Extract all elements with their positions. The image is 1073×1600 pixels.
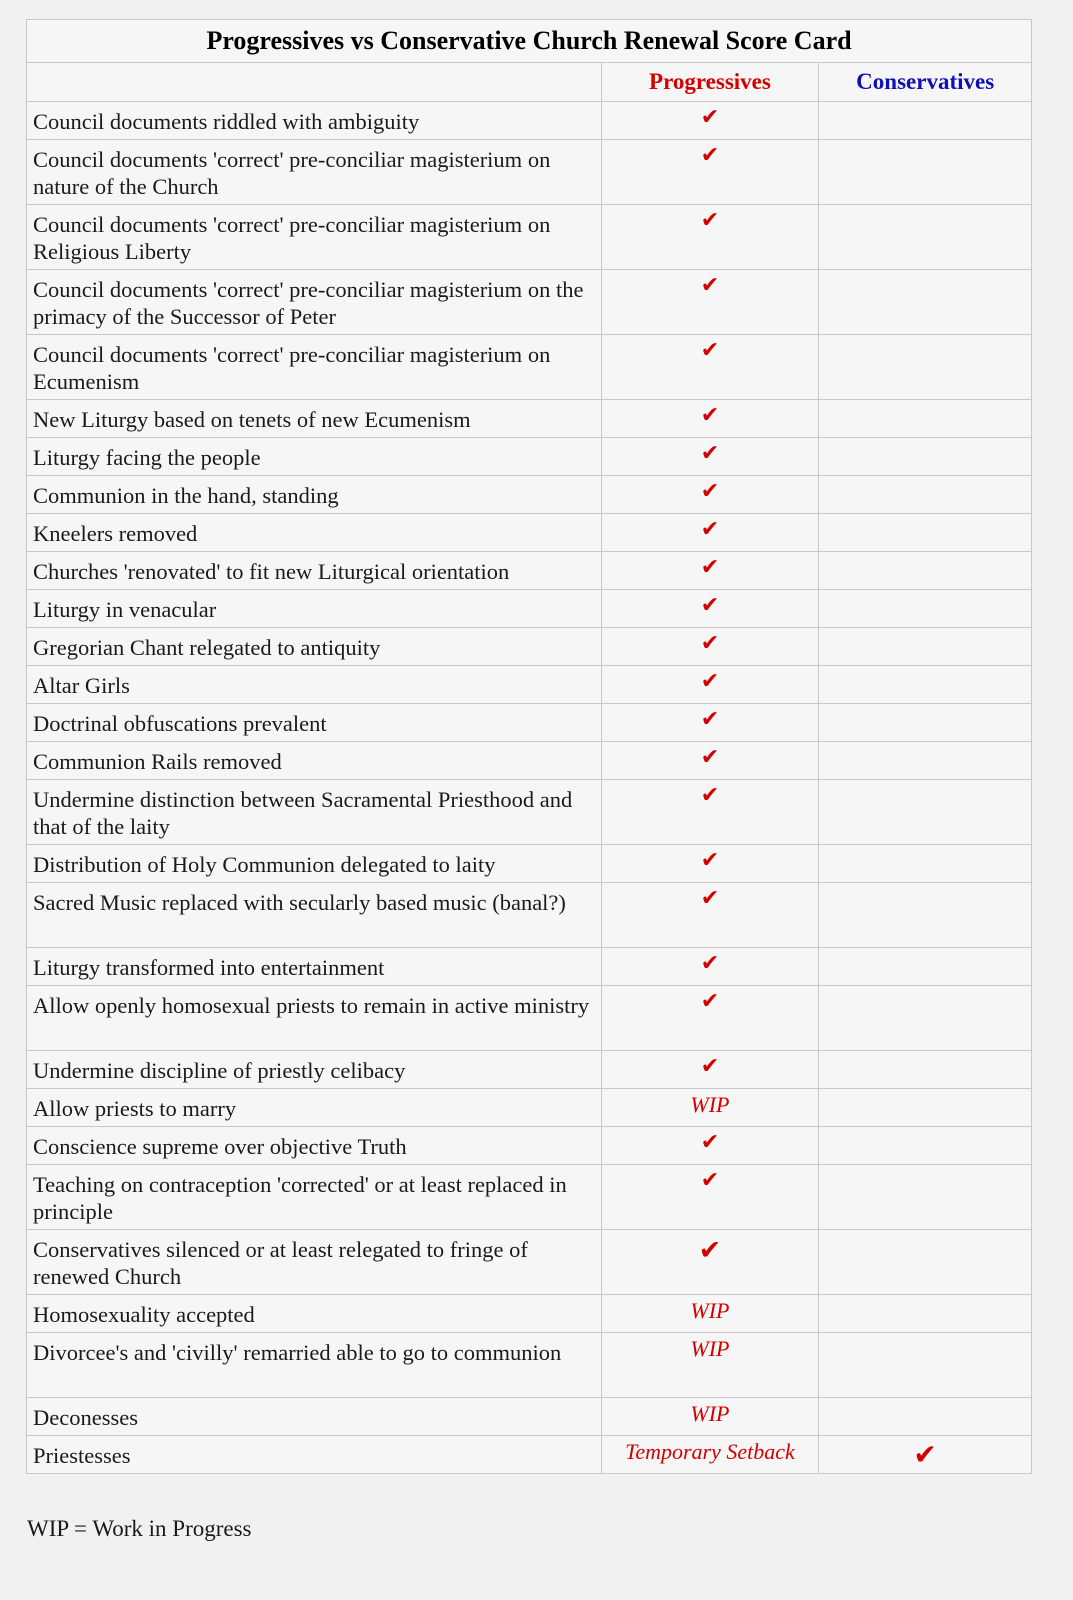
check-icon: ✔ <box>700 555 720 580</box>
row-item-label: Altar Girls <box>27 666 602 704</box>
row-item-label: Liturgy in venacular <box>27 590 602 628</box>
row-progressives-cell <box>601 140 819 205</box>
score-card-table <box>26 19 1032 1474</box>
row-progressives-cell <box>601 1230 819 1295</box>
row-conservatives-cell <box>819 514 1032 552</box>
check-icon: ✔ <box>700 951 720 976</box>
title-row <box>27 20 1032 63</box>
check-icon: ✔ <box>700 1168 720 1193</box>
header-row <box>27 63 1032 102</box>
wip-label: WIP <box>690 1401 730 1426</box>
row-conservatives-cell <box>819 102 1032 140</box>
check-icon: ✔ <box>700 783 720 808</box>
table-row <box>27 666 1032 704</box>
check-icon: ✔ <box>700 273 720 298</box>
row-item-label: Allow priests to marry <box>27 1089 602 1127</box>
row-progressives-cell <box>601 948 819 986</box>
row-conservatives-cell <box>819 335 1032 400</box>
row-conservatives-cell <box>819 552 1032 590</box>
table-row <box>27 1127 1032 1165</box>
row-item-label: Kneelers removed <box>27 514 602 552</box>
check-icon: ✔ <box>700 1054 720 1079</box>
table-row <box>27 845 1032 883</box>
table-row <box>27 948 1032 986</box>
row-conservatives-cell <box>819 270 1032 335</box>
check-icon: ✔ <box>700 593 720 618</box>
table-row <box>27 780 1032 845</box>
row-conservatives-cell <box>819 438 1032 476</box>
table-row <box>27 102 1032 140</box>
table-row <box>27 1051 1032 1089</box>
wip-label: WIP <box>690 1298 730 1323</box>
row-conservatives-cell <box>819 1051 1032 1089</box>
row-item-label: Conservatives silenced or at least relegated to fringe of renewed Church <box>27 1230 602 1295</box>
row-conservatives-cell <box>819 742 1032 780</box>
row-progressives-cell <box>601 666 819 704</box>
check-icon: ✔ <box>700 105 720 130</box>
row-item-label: Undermine distinction between Sacramental Priesthood and that of the laity <box>27 780 602 845</box>
table-row <box>27 205 1032 270</box>
row-conservatives-cell <box>819 1436 1032 1474</box>
check-icon: ✔ <box>700 669 720 694</box>
row-conservatives-cell <box>819 780 1032 845</box>
row-progressives-cell <box>601 986 819 1051</box>
row-progressives-cell <box>601 628 819 666</box>
check-icon: ✔ <box>700 848 720 873</box>
check-icon: ✔ <box>700 208 720 233</box>
row-conservatives-cell <box>819 1127 1032 1165</box>
row-progressives-cell <box>601 476 819 514</box>
check-icon: ✔ <box>700 989 720 1014</box>
row-progressives-cell <box>601 590 819 628</box>
row-conservatives-cell <box>819 1398 1032 1436</box>
row-progressives-cell <box>601 1127 819 1165</box>
table-row <box>27 1089 1032 1127</box>
check-icon: ✔ <box>698 1235 722 1266</box>
header-conservatives: Conservatives <box>819 63 1032 102</box>
table-row <box>27 514 1032 552</box>
row-item-label: Council documents 'correct' pre-conciliar magisterium on Ecumenism <box>27 335 602 400</box>
check-icon: ✔ <box>700 441 720 466</box>
setback-label: Temporary Setback <box>625 1439 795 1464</box>
table-row <box>27 552 1032 590</box>
check-icon: ✔ <box>700 517 720 542</box>
row-progressives-cell <box>601 845 819 883</box>
row-progressives-cell <box>601 335 819 400</box>
row-progressives-cell <box>601 883 819 948</box>
row-item-label: Deconesses <box>27 1398 602 1436</box>
row-item-label: Distribution of Holy Communion delegated to laity <box>27 845 602 883</box>
row-conservatives-cell <box>819 986 1032 1051</box>
table-row <box>27 883 1032 948</box>
table-row <box>27 1295 1032 1333</box>
row-progressives-cell <box>601 1165 819 1230</box>
row-conservatives-cell <box>819 140 1032 205</box>
table-row <box>27 438 1032 476</box>
row-item-label: Divorcee's and 'civilly' remarried able to go to communion <box>27 1333 602 1398</box>
row-item-label: Liturgy transformed into entertainment <box>27 948 602 986</box>
table-row <box>27 1436 1032 1474</box>
row-item-label: Sacred Music replaced with secularly based music (banal?) <box>27 883 602 948</box>
row-progressives-cell <box>601 1295 819 1333</box>
row-progressives-cell <box>601 742 819 780</box>
wip-label: WIP <box>690 1336 730 1361</box>
row-item-label: Communion Rails removed <box>27 742 602 780</box>
check-icon: ✔ <box>700 143 720 168</box>
table-row <box>27 704 1032 742</box>
row-conservatives-cell <box>819 704 1032 742</box>
check-icon: ✔ <box>700 886 720 911</box>
row-progressives-cell <box>601 780 819 845</box>
check-icon: ✔ <box>700 479 720 504</box>
table-row <box>27 1333 1032 1398</box>
row-item-label: Undermine discipline of priestly celibacy <box>27 1051 602 1089</box>
row-conservatives-cell <box>819 845 1032 883</box>
row-progressives-cell <box>601 1436 819 1474</box>
table-row <box>27 1165 1032 1230</box>
check-icon: ✔ <box>700 338 720 363</box>
table-row <box>27 986 1032 1051</box>
footnote: WIP = Work in Progress <box>27 1516 252 1541</box>
row-item-label: Homosexuality accepted <box>27 1295 602 1333</box>
row-item-label: Allow openly homosexual priests to remain in active ministry <box>27 986 602 1051</box>
table-row <box>27 1230 1032 1295</box>
check-icon: ✔ <box>700 403 720 428</box>
row-progressives-cell <box>601 438 819 476</box>
row-progressives-cell <box>601 1089 819 1127</box>
row-progressives-cell <box>601 1398 819 1436</box>
check-icon: ✔ <box>913 1438 937 1471</box>
check-icon: ✔ <box>700 631 720 656</box>
table-row <box>27 270 1032 335</box>
row-conservatives-cell <box>819 590 1032 628</box>
header-item-column <box>27 63 602 102</box>
row-progressives-cell <box>601 270 819 335</box>
row-item-label: Council documents 'correct' pre-conciliar magisterium on the primacy of the Successor of Peter <box>27 270 602 335</box>
table-row <box>27 476 1032 514</box>
row-item-label: Liturgy facing the people <box>27 438 602 476</box>
row-conservatives-cell <box>819 1333 1032 1398</box>
row-item-label: Communion in the hand, standing <box>27 476 602 514</box>
row-conservatives-cell <box>819 666 1032 704</box>
row-conservatives-cell <box>819 400 1032 438</box>
row-conservatives-cell <box>819 948 1032 986</box>
row-progressives-cell <box>601 552 819 590</box>
score-card-body <box>27 20 1032 1474</box>
row-conservatives-cell <box>819 1295 1032 1333</box>
row-progressives-cell <box>601 205 819 270</box>
row-progressives-cell <box>601 704 819 742</box>
table-row <box>27 400 1032 438</box>
table-row <box>27 1398 1032 1436</box>
row-conservatives-cell <box>819 476 1032 514</box>
row-conservatives-cell <box>819 205 1032 270</box>
table-row <box>27 590 1032 628</box>
header-progressives: Progressives <box>601 63 819 102</box>
row-conservatives-cell <box>819 1230 1032 1295</box>
table-row <box>27 742 1032 780</box>
row-item-label: Doctrinal obfuscations prevalent <box>27 704 602 742</box>
wip-label: WIP <box>690 1092 730 1117</box>
row-item-label: Churches 'renovated' to fit new Liturgical orientation <box>27 552 602 590</box>
row-item-label: Council documents riddled with ambiguity <box>27 102 602 140</box>
table-row <box>27 335 1032 400</box>
row-item-label: Council documents 'correct' pre-conciliar magisterium on nature of the Church <box>27 140 602 205</box>
row-item-label: Priestesses <box>27 1436 602 1474</box>
row-item-label: Conscience supreme over objective Truth <box>27 1127 602 1165</box>
row-conservatives-cell <box>819 1165 1032 1230</box>
row-item-label: Teaching on contraception 'corrected' or at least replaced in principle <box>27 1165 602 1230</box>
row-progressives-cell <box>601 1051 819 1089</box>
table-row <box>27 140 1032 205</box>
row-conservatives-cell <box>819 883 1032 948</box>
row-progressives-cell <box>601 400 819 438</box>
row-item-label: Gregorian Chant relegated to antiquity <box>27 628 602 666</box>
row-progressives-cell <box>601 102 819 140</box>
row-conservatives-cell <box>819 1089 1032 1127</box>
check-icon: ✔ <box>700 1130 720 1155</box>
row-conservatives-cell <box>819 628 1032 666</box>
table-row <box>27 628 1032 666</box>
row-progressives-cell <box>601 514 819 552</box>
row-progressives-cell <box>601 1333 819 1398</box>
check-icon: ✔ <box>700 707 720 732</box>
check-icon: ✔ <box>700 745 720 770</box>
card-title: Progressives vs Conservative Church Renewal Score Card <box>27 20 1032 63</box>
row-item-label: Council documents 'correct' pre-conciliar magisterium on Religious Liberty <box>27 205 602 270</box>
row-item-label: New Liturgy based on tenets of new Ecumenism <box>27 400 602 438</box>
